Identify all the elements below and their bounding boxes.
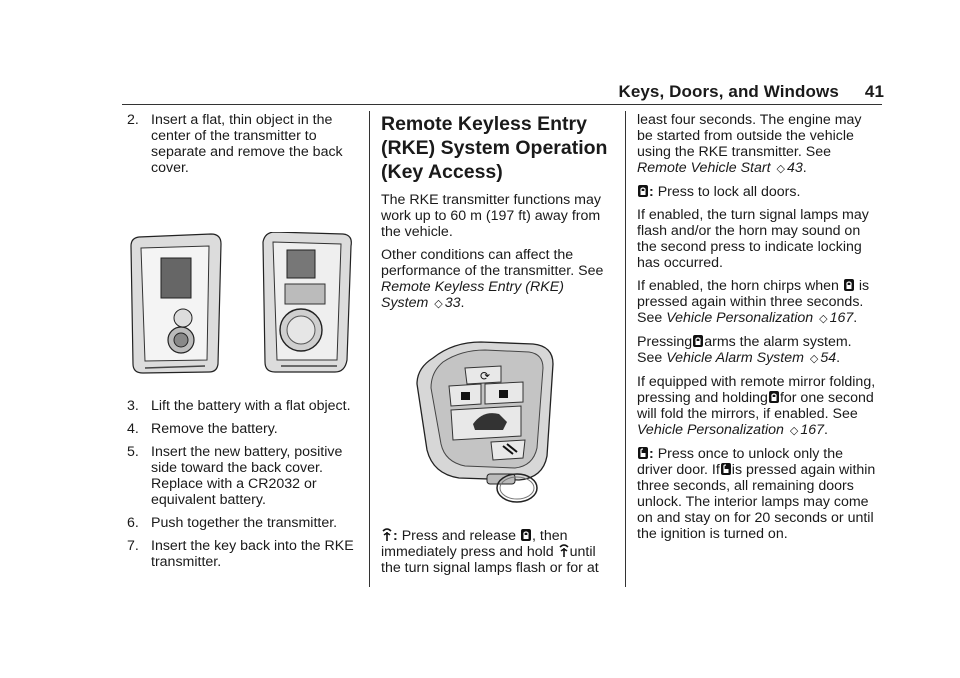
lock-icon <box>768 390 780 404</box>
step-4: 4. Remove the battery. <box>127 421 278 437</box>
column-right <box>637 112 877 549</box>
turn-signal-paragraph: If enabled, the turn signal lamps may flash and/or the horn may sound on the second press to indicate locking has occurred. <box>637 207 869 271</box>
running-header <box>618 82 884 102</box>
column-divider-1 <box>369 111 370 587</box>
section-heading: Remote Keyless Entry (RKE) System Operation (Key Access) <box>381 113 608 183</box>
lock-icon <box>843 278 855 292</box>
step-6: 6. Push together the transmitter. <box>127 515 338 531</box>
key-fob-illustration <box>403 338 583 506</box>
lock-icon <box>692 334 704 348</box>
conditions-paragraph: Other conditions can affect the performance of the transmitter. See Remote Keyless Entry (RKE) System ◇ 33. <box>381 247 604 311</box>
remote-start-icon <box>381 528 393 542</box>
mirror-folding-paragraph: If equipped with remote mirror folding, pressing and holding for one second will fold the mirrors, if enabled. See Vehicle Personalization ◇ 167. <box>637 374 876 438</box>
column-middle <box>381 112 613 583</box>
step-2: 2. Insert a flat, thin object in the center of the transmitter to separate and remove the back cover. <box>127 112 343 176</box>
page-number: 41 <box>864 82 884 101</box>
column-divider-2 <box>625 111 626 587</box>
link-vehicle-personalization[interactable]: Vehicle Personalization <box>666 310 814 326</box>
step-5: 5. Insert the new battery, positive side toward the back cover. Replace with a CR2032 or equivalent battery. <box>127 444 343 508</box>
unlock-icon <box>720 462 732 476</box>
lock-icon <box>637 184 649 198</box>
page-reference-icon: ◇ <box>809 353 819 365</box>
page-reference-icon: ◇ <box>789 425 799 437</box>
horn-chirp-paragraph: If enabled, the horn chirps when is pressed again within three seconds. See Vehicle Personalization ◇ 167. <box>637 278 870 326</box>
step-7: 7. Insert the key back into the RKE transmitter. <box>127 538 354 570</box>
header-rule <box>122 104 882 105</box>
transmitter-opened-illustration <box>125 232 357 376</box>
page-reference-icon: ◇ <box>819 313 828 325</box>
step-3: 3. Lift the battery with a flat object. <box>127 398 351 414</box>
svg-text:⟳: ⟳ <box>479 369 491 383</box>
page-reference-icon: ◇ <box>434 298 443 310</box>
alarm-paragraph: Pressing arms the alarm system. See Vehicle Alarm System ◇ 54. <box>637 334 852 366</box>
page-reference-icon: ◇ <box>776 163 785 175</box>
column-left <box>127 112 359 577</box>
link-vehicle-alarm-system[interactable]: Vehicle Alarm System <box>666 350 804 366</box>
remote-start-continued: least four seconds. The engine may be started from outside the vehicle using the RKE transmitter. See Remote Vehicle Start ◇ 43. <box>637 112 862 176</box>
link-vehicle-personalization-2[interactable]: Vehicle Personalization <box>637 422 784 438</box>
lock-icon <box>520 528 532 542</box>
section-title: Keys, Doors, and Windows <box>618 82 839 101</box>
lock-paragraph: : Press to lock all doors. <box>637 184 877 200</box>
link-remote-vehicle-start[interactable]: Remote Vehicle Start <box>637 160 771 176</box>
range-paragraph: The RKE transmitter functions may work up to 60 m (197 ft) away from the vehicle. <box>381 192 601 240</box>
link-rke-system[interactable]: Remote Keyless Entry (RKE) System <box>381 279 564 311</box>
unlock-icon <box>637 446 649 460</box>
remote-start-icon <box>558 544 570 558</box>
remote-start-paragraph: : Press and release , then immediately press and hold until the turn signal lamps flash or for at <box>381 528 599 576</box>
unlock-paragraph: : Press once to unlock only the driver door. If is pressed again within three seconds, all remaining doors unlock. The interior lamps may come on and stay on for 20 seconds or until the ignition is turned on. <box>637 446 876 542</box>
